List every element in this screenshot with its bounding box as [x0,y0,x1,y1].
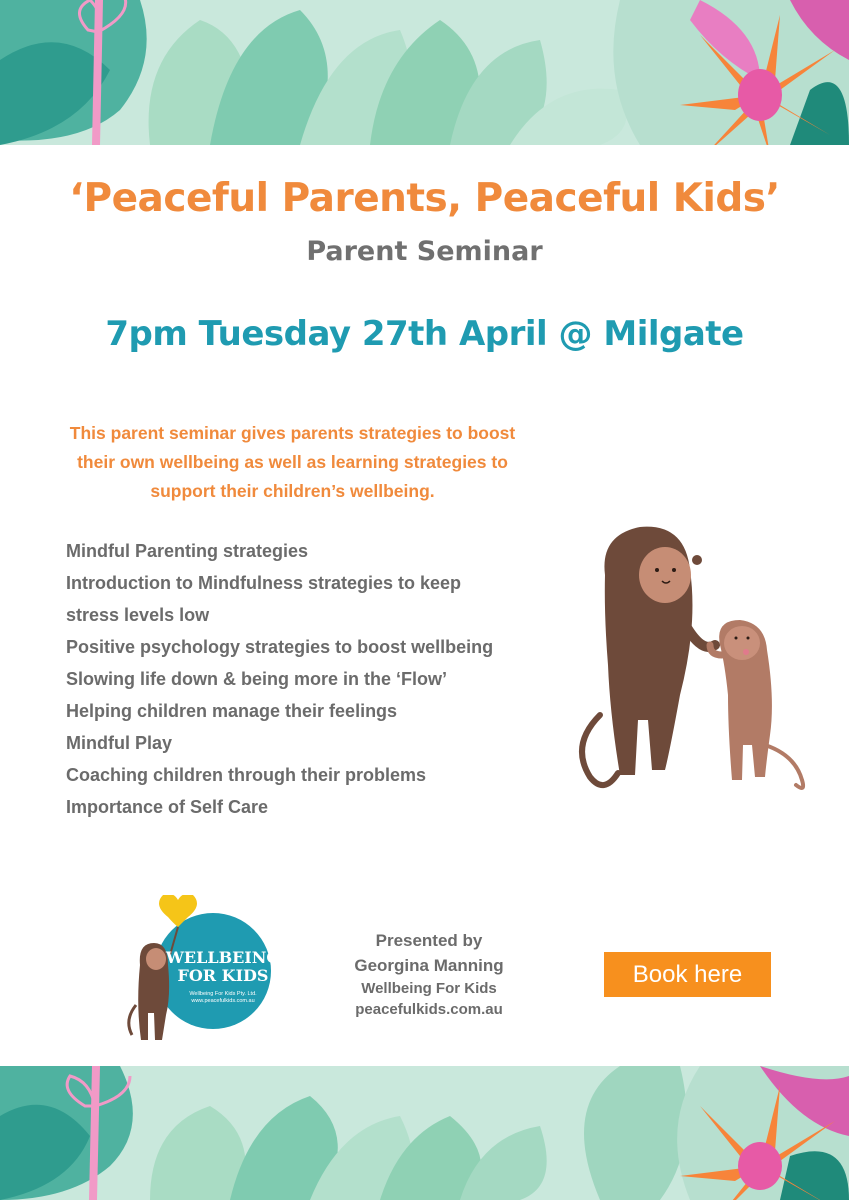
wellbeing-for-kids-logo [118,895,278,1050]
topic-list [66,535,566,823]
intro-line: This parent seminar gives parents strategies to boost [69,423,516,443]
topic-item: Slowing life down & being more in the ‘Flow’ [66,669,447,689]
intro-line: support their children’s wellbeing. [150,481,435,501]
parent-and-child-monkey-icon [570,515,810,795]
presenter-label: Presented by [375,931,483,950]
topic-item: Coaching children through their problems [66,765,427,785]
monkeys-illustration [570,515,810,800]
top-decorative-band [0,0,849,145]
intro-line: their own wellbeing as well as learning strategies to [77,452,508,472]
seminar-intro [20,419,565,506]
topic-item: Helping children manage their feelings [66,701,398,721]
topic-item: Importance of Self Care [66,797,269,817]
logo-line: FOR KIDS [177,966,269,985]
event-datetime-location: 7pm Tuesday 27th April @ Milgate [105,314,744,354]
presenter-info [318,928,540,1020]
book-here-button[interactable]: Book here [604,952,771,997]
presenter-name: Georgina Manning [354,956,504,975]
presenter-organisation: Wellbeing For Kids [361,980,497,997]
logo-small-text: Wellbeing For Kids Pty. Ltd. [189,991,257,997]
topic-item: Mindful Parenting strategies [66,541,309,561]
leaves-flower-illustration-icon [0,0,849,145]
logo-line: WELLBEING [165,948,278,967]
leaves-flower-illustration-icon [0,1066,849,1200]
topic-item: Positive psychology strategies to boost wellbeing [66,637,494,657]
wellbeing-for-kids-logo-icon [118,895,278,1045]
seminar-title: ‘Peaceful Parents, Peaceful Kids’ [69,176,780,221]
logo-small-text: www.peacefulkids.com.au [191,998,255,1004]
seminar-subtitle: Parent Seminar [306,236,543,267]
bottom-decorative-band [0,1066,849,1200]
topic-item: Mindful Play [66,733,173,753]
presenter-website[interactable]: peacefulkids.com.au [355,1001,503,1018]
topic-item: stress levels low [66,605,210,625]
topic-item: Introduction to Mindfulness strategies to keep [66,573,462,593]
